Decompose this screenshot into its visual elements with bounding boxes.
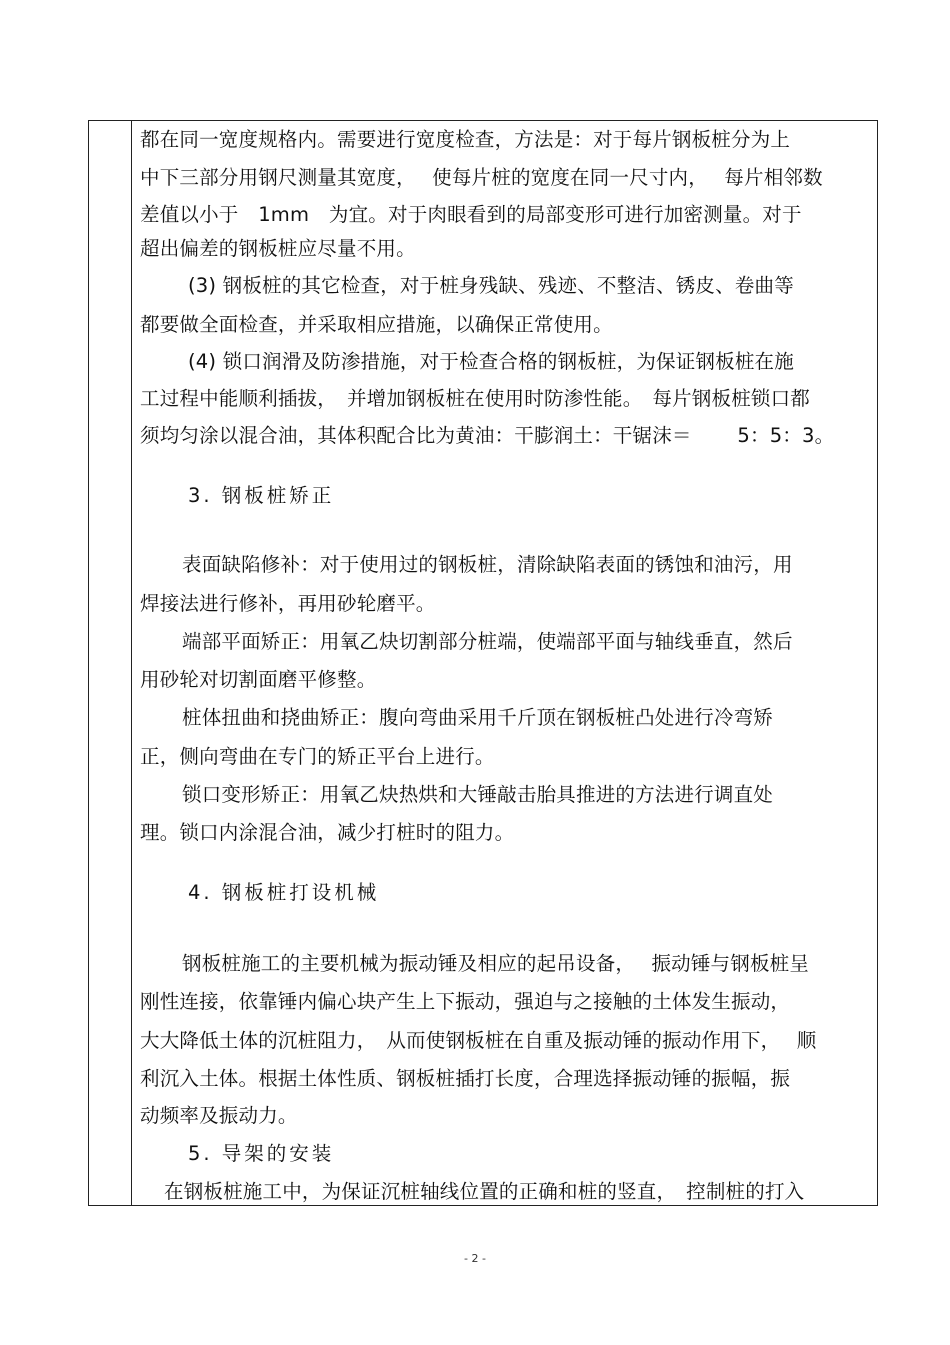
section-heading: 3. 钢板桩矫正 — [188, 484, 335, 507]
text-line: 钢板桩施工的主要机械为振动锤及相应的起吊设备， 振动锤与钢板桩呈 — [182, 952, 810, 975]
text-line: 正，侧向弯曲在专门的矫正平台上进行。 — [140, 745, 495, 768]
text-line: 工过程中能顺利插拔， 并增加钢板桩在使用时防渗性能。 每片钢板桩锁口都 — [140, 387, 811, 410]
text-line: 动频率及振动力。 — [140, 1104, 298, 1127]
section-heading: 4. 钢板桩打设机械 — [188, 881, 380, 904]
text-line: 锁口变形矫正：用氧乙炔热烘和大锤敲击胎具推进的方法进行调直处 — [182, 783, 774, 806]
text-line: 超出偏差的钢板桩应尽量不用。 — [140, 237, 416, 260]
section-heading: 5. 导架的安装 — [188, 1142, 335, 1165]
text-line: 焊接法进行修补，再用砂轮磨平。 — [140, 592, 436, 615]
text-line: 桩体扭曲和挠曲矫正：腹向弯曲采用千斤顶在钢板桩凸处进行冷弯矫 — [182, 706, 774, 729]
text-line: 在钢板桩施工中，为保证沉桩轴线位置的正确和桩的竖直， 控制桩的打入 — [164, 1180, 805, 1203]
text-line: 理。锁口内涂混合油，减少打桩时的阻力。 — [140, 821, 515, 844]
text-line: 中下三部分用钢尺测量其宽度， 使每片桩的宽度在同一尺寸内， 每片相邻数 — [140, 166, 823, 189]
text-line: 都在同一宽度规格内。需要进行宽度检查，方法是：对于每片钢板桩分为上 — [140, 128, 791, 151]
text-line: 刚性连接，依靠锤内偏心块产生上下振动，强迫与之接触的土体发生振动， — [140, 990, 791, 1013]
text-line: 大大降低土体的沉桩阻力， 从而使钢板桩在自重及振动锤的振动作用下， 顺 — [140, 1029, 817, 1052]
text-line: (3) 钢板桩的其它检查，对于桩身残缺、残迹、不整洁、锈皮、卷曲等 — [188, 274, 794, 297]
column-divider — [131, 120, 132, 1206]
text-line: 利沉入土体。根据土体性质、钢板桩插打长度，合理选择振动锤的振幅，振 — [140, 1067, 791, 1090]
text-line: 差值以小于 1mm 为宜。对于肉眼看到的局部变形可进行加密测量。对于 — [140, 203, 802, 226]
text-line: 表面缺陷修补：对于使用过的钢板桩，清除缺陷表面的锈蚀和油污，用 — [182, 553, 793, 576]
text-line: (4) 锁口润滑及防渗措施，对于检查合格的钢板桩，为保证钢板桩在施 — [188, 350, 794, 373]
text-line: 都要做全面检查，并采取相应措施，以确保正常使用。 — [140, 313, 613, 336]
text-line: 端部平面矫正：用氧乙炔切割部分桩端，使端部平面与轴线垂直，然后 — [182, 630, 793, 653]
page-number: - 2 - — [464, 1252, 486, 1265]
text-line: 用砂轮对切割面磨平修整。 — [140, 668, 377, 691]
text-line: 须均匀涂以混合油，其体积配合比为黄油：干膨润土：干锯沫＝ 5：5：3。 — [140, 424, 835, 447]
